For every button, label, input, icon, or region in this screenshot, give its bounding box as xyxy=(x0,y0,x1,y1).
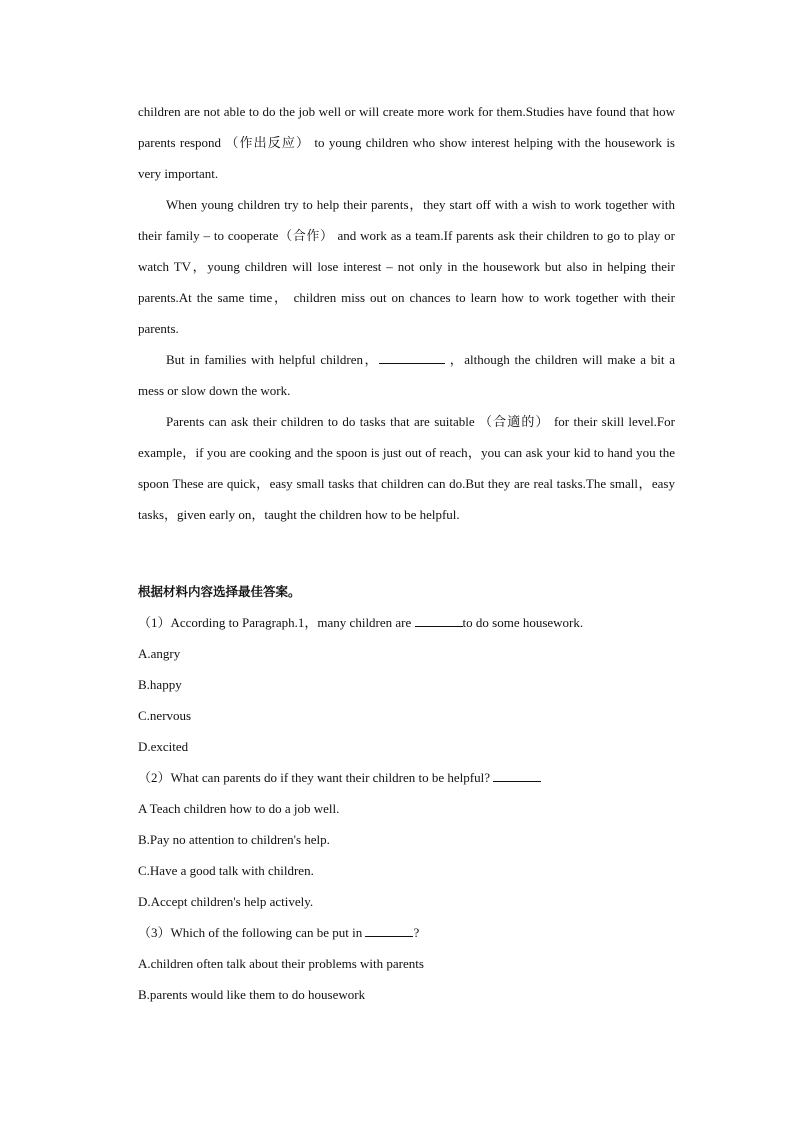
paragraph-3-end: ，although the children will make a bit a mess or slow down the work. xyxy=(138,352,676,398)
option-a: A.angry xyxy=(138,646,181,661)
paragraph-3-start: But in families with helpful children， xyxy=(166,352,379,367)
question-3 xyxy=(138,917,675,1010)
question-1-stem xyxy=(138,607,675,638)
question-1-text-end: to do some housework. xyxy=(462,615,584,630)
section-heading: 根据材料内容选择最佳答案。 xyxy=(138,584,301,599)
question-1 xyxy=(138,607,675,762)
answer-blank xyxy=(379,351,445,364)
option-b: B.parents would like them to do housework xyxy=(138,987,366,1002)
passage-paragraph-4: Parents can ask their children to do tasks that are suitable （合適的） for their skill level.For example，if you are cooking and the spoon is just out of reach，you can ask your kid to hand you the spoon These are quick，easy small tasks that children can do.But they are real tasks.The small，easy tasks，given early on，taught the children how to be helpful. xyxy=(138,414,675,522)
document-page xyxy=(138,96,675,1010)
question-2 xyxy=(138,762,675,917)
question-3-text: （3）Which of the following can be put in xyxy=(138,925,366,940)
passage-paragraph-2: When young children try to help their parents，they start off with a wish to work together with their family – to cooperate（合作） and work as a team.If parents ask their children to go to play or watch TV，young children will lose interest – not only in the housework but also in helping their parents.At the same time， children miss out on chances to learn how to work together with their parents. xyxy=(138,197,675,336)
option-d: D.Accept children's help actively. xyxy=(138,894,314,909)
passage-paragraph-3 xyxy=(138,344,675,406)
option-a: A Teach children how to do a job well. xyxy=(138,801,340,816)
option-b: B.Pay no attention to children's help. xyxy=(138,832,330,847)
option-a: A.children often talk about their problems with parents xyxy=(138,956,424,971)
question-2-stem xyxy=(138,762,675,793)
question-3-stem xyxy=(138,917,675,948)
answer-blank xyxy=(365,924,413,937)
question-2-text: （2）What can parents do if they want their children to be helpful? xyxy=(138,770,494,785)
answer-blank xyxy=(493,769,541,782)
option-d: D.excited xyxy=(138,739,189,754)
passage-paragraph-1: children are not able to do the job well or will create more work for them.Studies have found that how parents respond （作出反应） to young children who show interest helping with the housework is very important. xyxy=(138,104,675,181)
option-b: B.happy xyxy=(138,677,182,692)
option-c: C.Have a good talk with children. xyxy=(138,863,314,878)
question-1-text: （1）According to Paragraph.1，many children are xyxy=(138,615,415,630)
question-3-text-end: ? xyxy=(413,925,420,940)
answer-blank xyxy=(415,614,463,627)
option-c: C.nervous xyxy=(138,708,192,723)
